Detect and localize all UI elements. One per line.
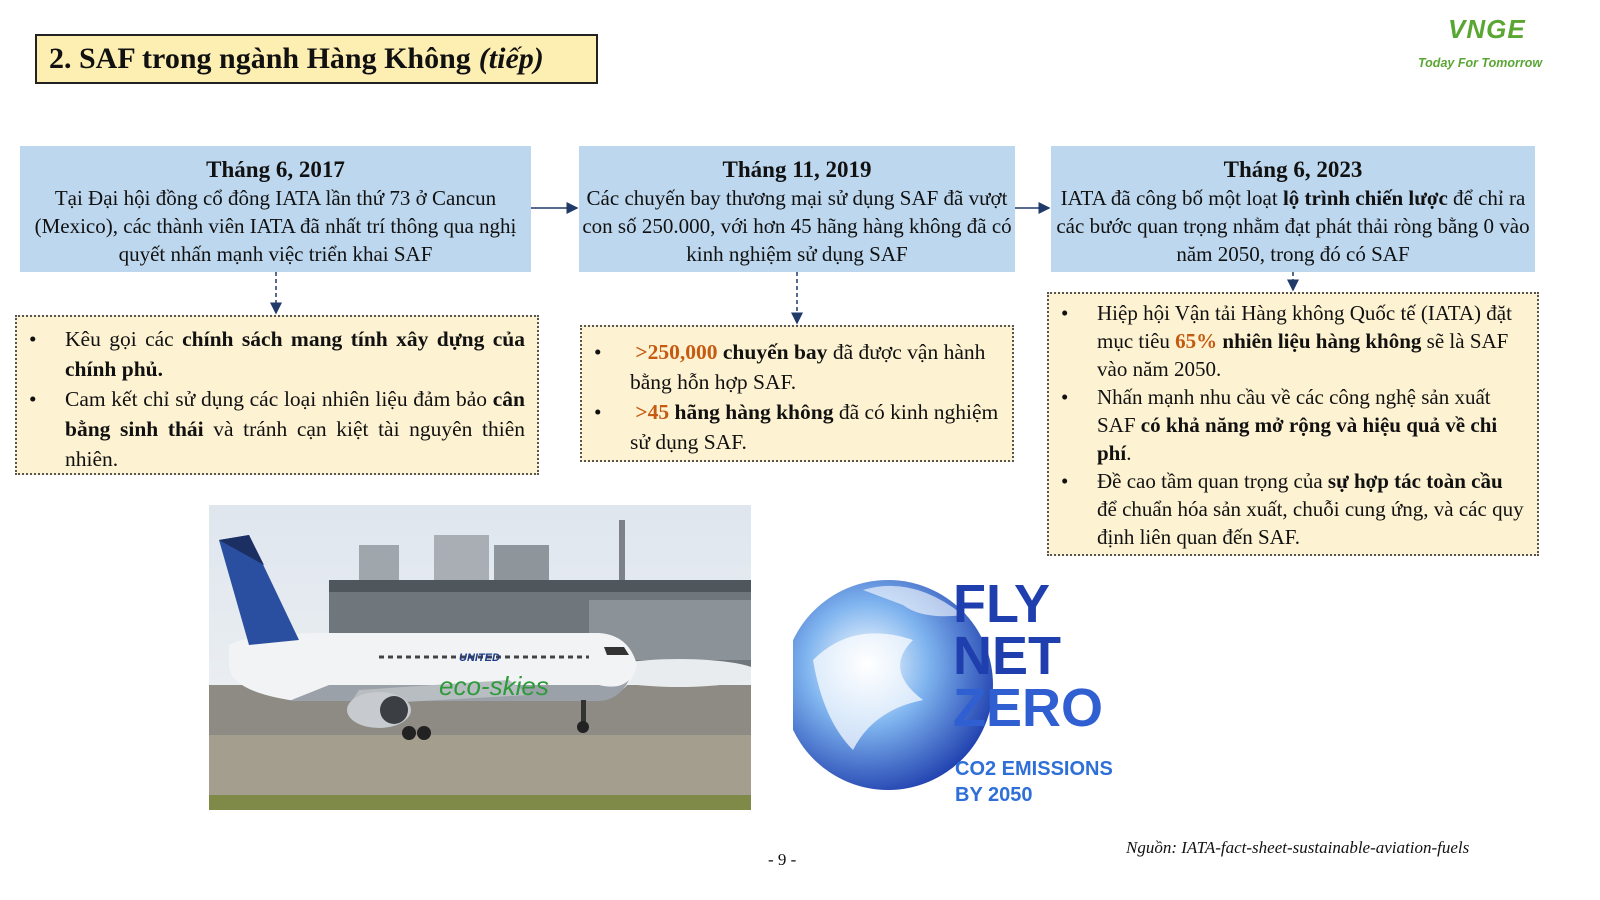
list-item: • Đề cao tầm quan trọng của sự hợp tác toàn cầu để chuẩn hóa sản xuất, chuỗi cung ứng, và các quy định liên quan đến SAF. <box>1049 467 1527 551</box>
list-item: • >45 hãng hàng không đã có kinh nghiệm sử dụng SAF. <box>582 397 1004 457</box>
detail-box-2023 <box>1047 292 1539 556</box>
timeline-text-after: để chỉ ra các bước quan trọng nhằm đạt phát thải ròng bằng 0 vào năm 2050, trong đó có SAF <box>1056 186 1530 266</box>
detail-box-2019 <box>580 325 1014 462</box>
timeline-text-before: IATA đã công bố một loạt <box>1060 186 1283 210</box>
timeline-box-2017 <box>20 146 531 272</box>
timeline-box-2019 <box>579 146 1015 272</box>
list-item: • Cam kết chỉ sử dụng các loại nhiên liệu đảm bảo cân bằng sinh thái và tránh cạn kiệt tài nguyên thiên nhiên. <box>17 384 525 474</box>
timeline-date: Tháng 6, 2023 <box>1223 157 1363 182</box>
logo-mark: VNGE <box>1448 14 1526 44</box>
aircraft-photo <box>209 505 751 810</box>
list-item: • >250,000 chuyến bay đã được vận hành bằng hỗn hợp SAF. <box>582 337 1004 397</box>
co2-caption: CO2 EMISSIONS BY 2050 <box>955 758 1113 806</box>
page-number: - 9 - <box>768 850 797 869</box>
list-item: • Nhấn mạnh nhu cầu về các công nghệ sản xuất SAF có khả năng mở rộng và hiệu quả về chi phí. <box>1049 383 1527 467</box>
list-item: • Kêu gọi các chính sách mang tính xây dựng của chính phủ. <box>17 324 525 384</box>
page-title-text: 2. SAF trong ngành Hàng Không <box>49 42 471 75</box>
source-citation: Nguồn: IATA-fact-sheet-sustainable-aviation-fuels <box>1126 838 1470 857</box>
airline-name: UNITED <box>459 652 500 664</box>
timeline-text-bold: lộ trình chiến lược <box>1282 186 1448 210</box>
timeline-date: Tháng 11, 2019 <box>722 157 872 182</box>
livery-text: eco-skies <box>439 671 549 701</box>
timeline-text: Các chuyến bay thương mại sử dụng SAF đã vượt con số 250.000, với hơn 45 hãng hàng không đã có kinh nghiệm sử dụng SAF <box>582 186 1012 266</box>
timeline-text: Tại Đại hội đồng cổ đông IATA lần thứ 73 ở Cancun (Mexico), các thành viên IATA đã nhất trí thông qua nghị quyết nhấn mạnh việc triển khai SAF <box>34 186 517 266</box>
list-item: • Hiệp hội Vận tải Hàng không Quốc tế (IATA) đặt mục tiêu 65% nhiên liệu hàng không sẽ là SAF vào năm 2050. <box>1049 299 1527 383</box>
fly-net-zero-text: FLY NET ZERO <box>953 574 1104 738</box>
fly-net-zero-logo <box>793 560 1133 810</box>
timeline-box-2023 <box>1051 146 1535 272</box>
logo-tagline: Today For Tomorrow <box>1418 56 1543 70</box>
timeline-date: Tháng 6, 2017 <box>206 157 345 182</box>
page-title-suffix: (tiếp) <box>478 42 544 75</box>
detail-box-2017 <box>15 315 539 475</box>
